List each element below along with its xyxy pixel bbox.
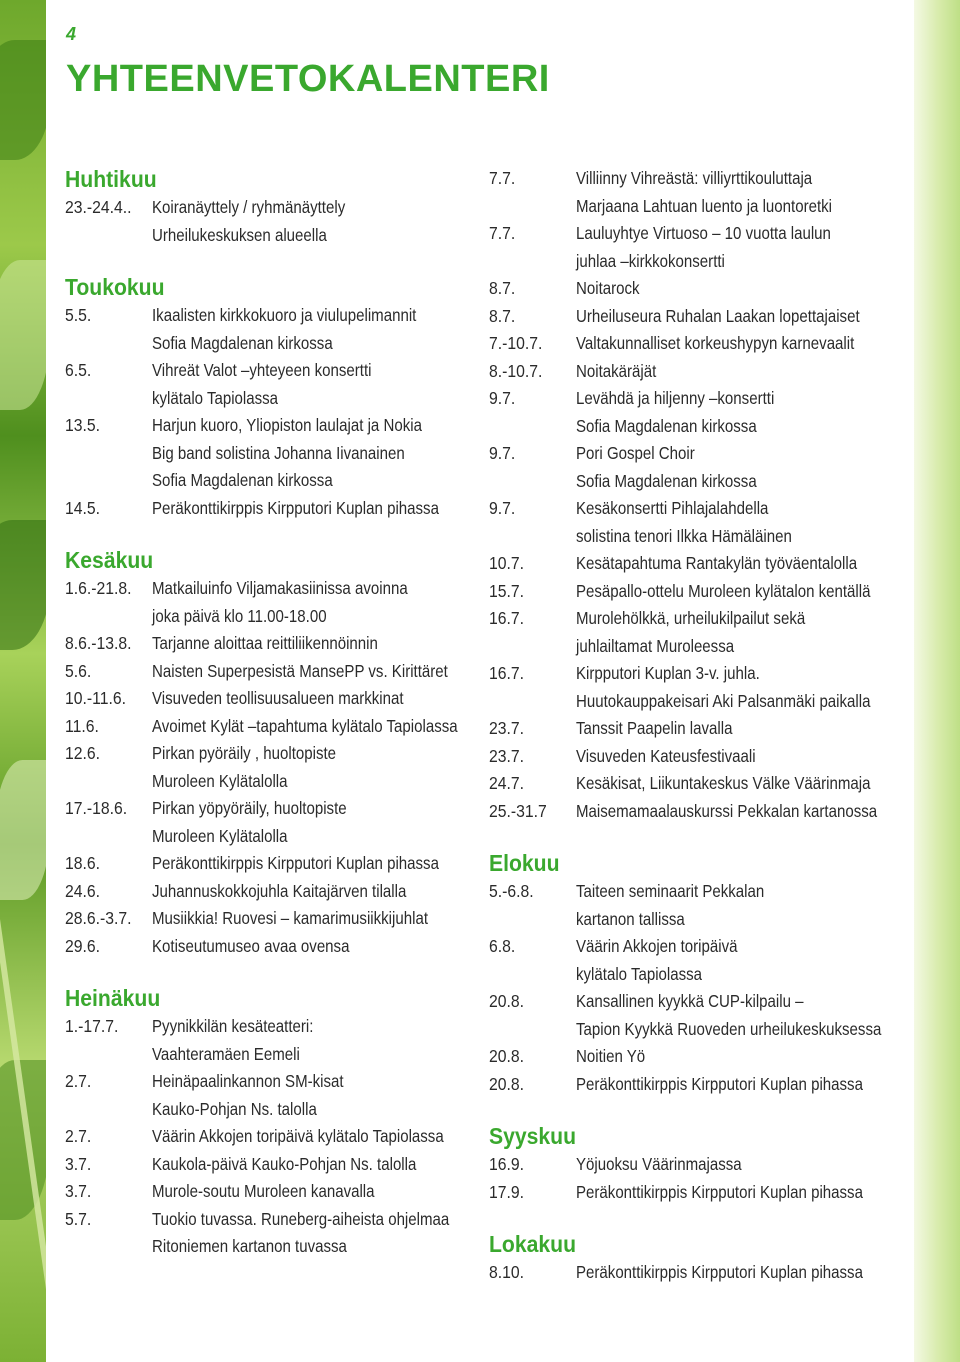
event-description xyxy=(576,1151,909,1179)
event-line: Pirkan yöpyöräily, huoltopiste xyxy=(152,798,347,818)
calendar-event xyxy=(489,1071,909,1099)
calendar-event xyxy=(65,1206,485,1261)
event-line: Tanssit Paapelin lavalla xyxy=(576,718,733,738)
event-date xyxy=(489,933,576,988)
event-date xyxy=(489,1151,576,1179)
event-date-text: 16.7. xyxy=(489,608,525,628)
event-description xyxy=(152,658,496,686)
event-date-text: 5.-6.8. xyxy=(489,881,534,901)
event-date-text: 17.-18.6. xyxy=(65,798,128,818)
event-date xyxy=(65,575,152,630)
event-line: Noitakäräjät xyxy=(576,360,657,381)
event-date xyxy=(489,743,576,771)
event-date-text: 24.6. xyxy=(65,880,101,901)
event-line: Peräkonttikirppis Kirpputori Kuplan pihassa xyxy=(152,853,439,873)
event-description xyxy=(152,412,485,495)
event-date-text: 8.-10.7. xyxy=(489,360,543,381)
event-description xyxy=(152,933,485,961)
event-line: Villiinny Vihreästä: villiyrttikouluttaja xyxy=(576,168,813,188)
event-line: Sofia Magdalenan kirkossa xyxy=(152,332,333,353)
calendar-event xyxy=(65,795,485,850)
event-date xyxy=(65,357,152,412)
event-date xyxy=(65,658,152,686)
event-line: Murole-soutu Muroleen kanavalla xyxy=(152,1181,375,1201)
event-line: Väärin Akkojen toripäivä kylätalo Tapiolassa xyxy=(152,1126,444,1146)
calendar-event xyxy=(489,770,909,798)
event-description xyxy=(152,1206,498,1261)
page-title: YHTEENVETOKALENTERI xyxy=(66,58,550,100)
event-description xyxy=(576,933,909,988)
event-line: Peräkonttikirppis Kirpputori Kuplan pihassa xyxy=(576,1262,863,1282)
calendar-event xyxy=(489,1151,909,1179)
event-date xyxy=(65,1123,152,1151)
calendar-event xyxy=(489,1259,909,1287)
event-date-text: 5.5. xyxy=(65,305,92,325)
event-date-text: 9.7. xyxy=(489,388,516,408)
event-description xyxy=(152,1123,491,1151)
event-line: Heinäpaalinkannon SM-kisat xyxy=(152,1071,344,1091)
calendar-column-left xyxy=(65,165,485,1261)
event-line: Pirkan pyöräily , huoltopiste xyxy=(152,743,337,763)
event-line: Big band solistina Johanna Iivanainen xyxy=(152,442,405,463)
event-description xyxy=(576,770,918,798)
event-date xyxy=(489,385,576,440)
calendar-event xyxy=(489,550,909,578)
event-date-text: 2.7. xyxy=(65,1126,92,1146)
calendar-event xyxy=(65,412,485,495)
event-line: Noitarock xyxy=(576,278,640,298)
event-line: Tarjanne aloittaa reittiliikennöinnin xyxy=(152,633,378,653)
calendar-event xyxy=(65,658,485,686)
event-description xyxy=(152,630,485,658)
calendar-event xyxy=(489,988,909,1043)
event-description xyxy=(576,550,909,578)
event-line: Naisten Superpesistä MansePP vs. Kirittäret xyxy=(152,660,448,681)
event-description xyxy=(152,1013,485,1068)
event-date-text: 28.6.-3.7. xyxy=(65,908,132,928)
event-description xyxy=(576,715,909,743)
event-description xyxy=(152,713,507,741)
event-line: Taiteen seminaarit Pekkalan xyxy=(576,881,765,901)
leaf-decoration-left xyxy=(0,0,46,1362)
month-heading-huhtikuu: Huhtikuu xyxy=(65,166,157,192)
event-date xyxy=(65,1178,152,1206)
calendar-event xyxy=(65,740,485,795)
event-date-text: 3.7. xyxy=(65,1153,92,1174)
event-description xyxy=(152,495,486,523)
event-line: Harjun kuoro, Yliopiston laulajat ja Nokia xyxy=(152,415,422,435)
event-date xyxy=(489,275,576,303)
event-date-text: 16.9. xyxy=(489,1154,525,1174)
event-line: Tapion Kyykkä Ruoveden urheilukeskuksessa xyxy=(576,1018,882,1039)
event-date-text: 23.7. xyxy=(489,745,525,766)
event-line: Kesäkisat, Liikuntakeskus Välke Väärinmaja xyxy=(576,773,871,793)
event-description xyxy=(152,795,485,850)
event-line: Yöjuoksu Väärinmajassa xyxy=(576,1154,742,1174)
event-date-text: 23.-24.4.. xyxy=(65,197,132,217)
event-date xyxy=(65,1151,152,1179)
event-description xyxy=(152,302,485,357)
event-line: Huutokauppakeisari Aki Palsanmäki paikalla xyxy=(576,690,871,711)
event-date xyxy=(489,715,576,743)
event-date-text: 20.8. xyxy=(489,1046,525,1066)
calendar-event xyxy=(65,685,485,713)
event-date xyxy=(489,988,576,1043)
event-line: Peräkonttikirppis Kirpputori Kuplan pihassa xyxy=(576,1181,863,1202)
calendar-event xyxy=(65,1123,485,1151)
event-line: Peräkonttikirppis Kirpputori Kuplan pihassa xyxy=(152,497,439,518)
event-date xyxy=(65,495,152,523)
event-date-text: 18.6. xyxy=(65,853,101,873)
event-line: Kauko-Pohjan Ns. talolla xyxy=(152,1098,317,1119)
event-date-text: 10.7. xyxy=(489,553,525,573)
event-description xyxy=(152,357,485,412)
event-line: Vaahteramäen Eemeli xyxy=(152,1043,300,1064)
calendar-event xyxy=(489,933,909,988)
event-date xyxy=(65,412,152,495)
event-date-text: 23.7. xyxy=(489,718,525,738)
event-line: Vihreät Valot –yhteyeen konsertti xyxy=(152,360,372,380)
event-date-text: 11.6. xyxy=(65,715,99,736)
event-line: Marjaana Lahtuan luento ja luontoretki xyxy=(576,195,833,216)
event-line: Avoimet Kylät –tapahtuma kylätalo Tapiolassa xyxy=(152,715,458,736)
event-date-text: 6.8. xyxy=(489,936,516,956)
event-date-text: 29.6. xyxy=(65,935,101,956)
event-line: Muroleen Kylätalolla xyxy=(152,770,288,791)
event-date-text: 15.7. xyxy=(489,580,525,601)
event-line: Koiranäyttely / ryhmänäyttely xyxy=(152,197,346,217)
event-description xyxy=(152,1068,485,1123)
event-date-text: 12.6. xyxy=(65,743,101,763)
calendar-event xyxy=(65,1151,485,1179)
calendar-event xyxy=(489,743,909,771)
event-line: Matkailuinfo Viljamakasiinissa avoinna xyxy=(152,578,408,598)
event-line: Kansallinen kyykkä CUP-kilpailu – xyxy=(576,991,804,1011)
event-description xyxy=(152,850,486,878)
event-description xyxy=(576,660,918,715)
page xyxy=(46,0,914,1362)
event-date xyxy=(489,495,576,550)
calendar-event xyxy=(489,275,909,303)
event-line: Ikaalisten kirkkokuoro ja viulupelimannit xyxy=(152,305,417,325)
event-date-text: 3.7. xyxy=(65,1181,92,1201)
event-line: Visuveden Kateusfestivaali xyxy=(576,745,756,766)
event-description xyxy=(152,575,485,630)
event-description xyxy=(152,194,485,249)
event-line: Kesäkonsertti Pihlajalahdella xyxy=(576,498,769,518)
calendar-event xyxy=(65,933,485,961)
calendar-event xyxy=(65,1013,485,1068)
event-date xyxy=(65,795,152,850)
event-date-text: 10.-11.6. xyxy=(65,688,127,708)
event-date xyxy=(65,878,152,906)
event-date xyxy=(489,1043,576,1071)
event-date xyxy=(65,630,152,658)
leaf-decoration-right xyxy=(914,0,960,1362)
event-date xyxy=(65,713,152,741)
event-line: Kaukola-päivä Kauko-Pohjan Ns. talolla xyxy=(152,1153,417,1174)
calendar-event xyxy=(65,850,485,878)
event-date-text: 17.9. xyxy=(489,1181,525,1202)
event-date-text: 25.-31.7 xyxy=(489,800,547,821)
event-date xyxy=(489,605,576,660)
event-description xyxy=(152,685,485,713)
event-date-text: 9.7. xyxy=(489,443,516,463)
event-description xyxy=(576,1043,909,1071)
month-heading-heinakuu: Heinäkuu xyxy=(65,985,161,1011)
calendar-event xyxy=(489,578,909,606)
calendar-event xyxy=(489,165,909,220)
event-date-text: 7.-10.7. xyxy=(489,333,543,353)
event-description xyxy=(576,578,918,606)
calendar-event xyxy=(65,495,485,523)
event-line: Levähdä ja hiljenny –konsertti xyxy=(576,388,775,408)
event-description xyxy=(576,220,909,275)
calendar-event xyxy=(489,1179,909,1207)
event-line: juhlailtamat Muroleessa xyxy=(576,635,735,656)
event-date-text: 1.-17.7. xyxy=(65,1016,119,1036)
calendar-event xyxy=(65,194,485,249)
event-line: Peräkonttikirppis Kirpputori Kuplan pihassa xyxy=(576,1073,863,1094)
event-description xyxy=(576,495,909,550)
event-line: juhlaa –kirkkokonsertti xyxy=(576,250,725,271)
event-line: Musiikkia! Ruovesi – kamarimusiikkijuhlat xyxy=(152,908,429,928)
event-date xyxy=(65,685,152,713)
event-line: Pori Gospel Choir xyxy=(576,443,695,463)
event-line: kartanon tallissa xyxy=(576,908,685,929)
event-line: Valtakunnalliset korkeushypyn karnevaalit xyxy=(576,333,855,353)
calendar-event xyxy=(65,357,485,412)
event-date-text: 8.10. xyxy=(489,1262,525,1282)
event-date-text: 5.6. xyxy=(65,660,92,681)
event-date xyxy=(65,933,152,961)
event-date-text: 8.7. xyxy=(489,305,516,326)
event-description xyxy=(576,385,909,440)
event-description xyxy=(152,1178,485,1206)
calendar-event xyxy=(65,1068,485,1123)
event-date xyxy=(489,878,576,933)
event-date xyxy=(489,770,576,798)
calendar-event xyxy=(489,358,909,386)
event-line: Sofia Magdalenan kirkossa xyxy=(152,470,333,490)
calendar-event xyxy=(65,905,485,933)
event-line: Juhannuskokkojuhla Kaitajärven tilalla xyxy=(152,880,407,901)
event-line: Noitien Yö xyxy=(576,1046,646,1066)
event-date xyxy=(65,850,152,878)
event-date xyxy=(489,1259,576,1287)
event-description xyxy=(152,740,485,795)
event-date xyxy=(489,798,576,826)
event-description xyxy=(576,605,909,660)
event-date xyxy=(489,1071,576,1099)
event-date xyxy=(489,220,576,275)
event-date-text: 5.7. xyxy=(65,1208,92,1229)
event-date-text: 1.6.-21.8. xyxy=(65,578,132,598)
month-heading-syyskuu: Syyskuu xyxy=(489,1123,577,1149)
event-date xyxy=(65,905,152,933)
event-description xyxy=(576,1259,910,1287)
event-line: Maisemamaalauskurssi Pekkalan kartanossa xyxy=(576,800,878,821)
event-line: Ritoniemen kartanon tuvassa xyxy=(152,1236,347,1256)
event-description xyxy=(576,878,909,933)
month-heading-kesakuu: Kesäkuu xyxy=(65,547,154,573)
event-description xyxy=(576,1071,910,1099)
event-date xyxy=(489,578,576,606)
calendar-event xyxy=(489,385,909,440)
event-date xyxy=(489,303,576,331)
event-line: Visuveden teollisuusalueen markkinat xyxy=(152,688,404,708)
calendar-event xyxy=(489,715,909,743)
event-description xyxy=(576,275,909,303)
month-heading-elokuu: Elokuu xyxy=(489,850,560,876)
event-line: Urheiluseura Ruhalan Laakan lopettajaiset xyxy=(576,305,860,326)
event-date xyxy=(65,1206,152,1261)
event-line: Kesätapahtuma Rantakylän työväentalolla xyxy=(576,553,858,573)
event-line: Muroleen Kylätalolla xyxy=(152,825,288,846)
calendar-event xyxy=(489,440,909,495)
event-date xyxy=(489,550,576,578)
event-line: Kirpputori Kuplan 3-v. juhla. xyxy=(576,663,760,683)
event-date xyxy=(65,1068,152,1123)
event-date xyxy=(65,1013,152,1068)
event-date-text: 16.7. xyxy=(489,663,525,683)
event-line: kylätalo Tapiolassa xyxy=(576,963,703,984)
page-number: 4 xyxy=(66,24,77,44)
calendar-event xyxy=(65,1178,485,1206)
event-date xyxy=(65,194,152,249)
event-line: Pyynikkilän kesäteatteri: xyxy=(152,1016,314,1036)
event-description xyxy=(152,1151,485,1179)
event-line: Lauluyhtye Virtuoso – 10 vuotta laulun xyxy=(576,223,831,243)
event-date-text: 2.7. xyxy=(65,1071,92,1091)
event-date-text: 20.8. xyxy=(489,1073,525,1094)
calendar-event xyxy=(489,303,909,331)
event-date xyxy=(489,165,576,220)
event-description xyxy=(576,1179,910,1207)
event-date-text: 7.7. xyxy=(489,223,516,243)
month-heading-lokakuu: Lokakuu xyxy=(489,1231,577,1257)
event-description xyxy=(576,798,926,826)
event-description xyxy=(576,303,909,331)
calendar-event xyxy=(489,220,909,275)
event-date-text: 20.8. xyxy=(489,991,525,1011)
event-date-text: 8.7. xyxy=(489,278,516,298)
event-date-text: 24.7. xyxy=(489,773,525,793)
event-line: Sofia Magdalenan kirkossa xyxy=(576,470,757,491)
event-description xyxy=(152,878,485,906)
event-date xyxy=(489,440,576,495)
event-line: Väärin Akkojen toripäivä xyxy=(576,936,738,956)
event-description xyxy=(576,440,909,495)
event-date-text: 9.7. xyxy=(489,498,516,518)
calendar-event xyxy=(65,630,485,658)
event-description xyxy=(576,743,909,771)
event-line: kylätalo Tapiolassa xyxy=(152,387,279,408)
event-description xyxy=(152,905,485,933)
calendar-event xyxy=(65,713,485,741)
calendar-event xyxy=(489,660,909,715)
event-description xyxy=(576,358,909,386)
event-date xyxy=(489,1179,576,1207)
calendar-event xyxy=(489,605,909,660)
calendar-event xyxy=(489,878,909,933)
event-line: Murolehölkkä, urheilukilpailut sekä xyxy=(576,608,806,628)
event-date xyxy=(489,660,576,715)
event-date xyxy=(489,330,576,358)
calendar-event xyxy=(65,878,485,906)
event-date xyxy=(489,358,576,386)
event-date xyxy=(65,302,152,357)
month-heading-toukokuu: Toukokuu xyxy=(65,274,165,300)
event-date-text: 6.5. xyxy=(65,360,92,380)
calendar-event xyxy=(65,302,485,357)
calendar-event xyxy=(65,575,485,630)
event-description xyxy=(576,165,909,220)
event-line: Tuokio tuvassa. Runeberg-aiheista ohjelmaa xyxy=(152,1208,450,1229)
event-description xyxy=(576,988,931,1043)
event-date xyxy=(65,740,152,795)
event-date-text: 8.6.-13.8. xyxy=(65,633,132,653)
event-line: solistina tenori Ilkka Hämäläinen xyxy=(576,525,792,546)
event-line: Sofia Magdalenan kirkossa xyxy=(576,415,757,436)
calendar-event xyxy=(489,330,909,358)
event-line: joka päivä klo 11.00-18.00 xyxy=(152,605,327,626)
event-line: Kotiseutumuseo avaa ovensa xyxy=(152,935,350,956)
event-date-text: 13.5. xyxy=(65,415,101,435)
calendar-column-right xyxy=(489,165,909,1287)
event-description xyxy=(576,330,909,358)
event-line: Urheilukeskuksen alueella xyxy=(152,224,327,245)
event-line: Pesäpallo-ottelu Muroleen kylätalon kentällä xyxy=(576,580,871,601)
calendar-event xyxy=(489,495,909,550)
calendar-event xyxy=(489,1043,909,1071)
event-date-text: 14.5. xyxy=(65,497,101,518)
event-date-text: 7.7. xyxy=(489,168,516,188)
calendar-event xyxy=(489,798,909,826)
